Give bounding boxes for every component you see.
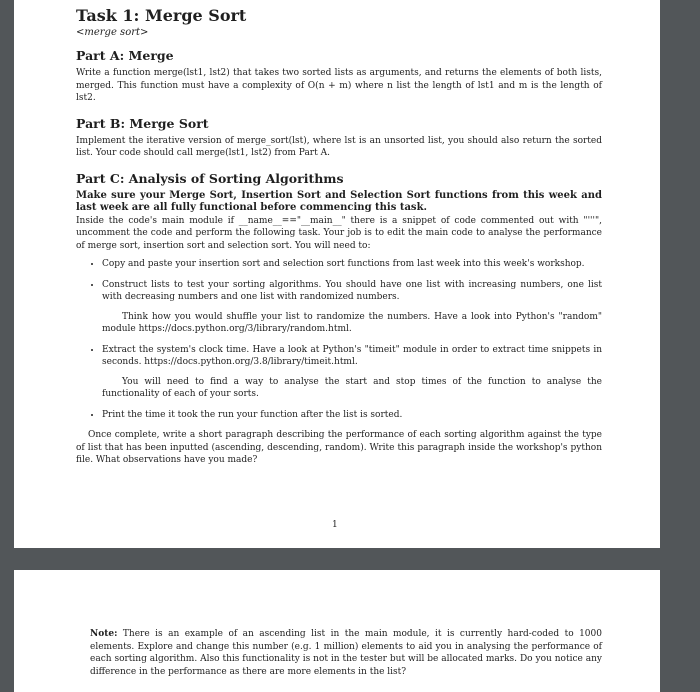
task-list xyxy=(76,258,602,421)
list-item-text: • Print the time it took the run your function after the list is sorted. xyxy=(102,409,403,420)
part-b-body: Implement the iterative version of merge_sort(lst), where lst is an unsorted list, you should also return the sorted list. Your code should call merge(lst1, lst2) from Part A. xyxy=(76,135,602,158)
list-item-extra: Think how you would shuffle your list to randomize the numbers. Have a look into Python's "random" module https://docs.python.org/3/library/random.html. xyxy=(102,311,602,334)
list-item-text: • Construct lists to test your sorting algorithms. You should have one list with increasing numbers, one list with decreasing numbers and one list with randomized numbers. xyxy=(102,279,602,302)
list-item-text: • Extract the system's clock time. Have a look at Python's "timeit" module in order to extract time snippets in seconds. https://docs.python.org/3.8/library/timeit.html. xyxy=(102,344,602,367)
task-subtitle: <merge sort> xyxy=(76,27,149,38)
section-part-b xyxy=(76,116,602,160)
note-text: There is an example of an ascending list in the main module, it is currently hard-coded to 1000 elements. Explore and change this number (e.g. 1 million) elements to aid you in analysing the performance of each sorting algorithm. Also this functionality is not in the tester but will be allocated marks. Do you notice any difference in the performance as there are more elements in the list? xyxy=(90,629,602,677)
list-item xyxy=(102,258,602,271)
note-label: Note: xyxy=(90,629,118,639)
part-c-intro: Inside the code's main module if __name__=="__main__" there is a snippet of code commented out with "'''", uncomment the code and perform the following task. Your job is to edit the main code to analyse the performance of merge sort, insertion sort and selection sort. You will need to: xyxy=(76,215,602,251)
part-b-heading: Part B: Merge Sort xyxy=(76,115,209,131)
list-item xyxy=(102,279,602,336)
page-content xyxy=(90,628,602,678)
page-content xyxy=(76,6,602,467)
list-item xyxy=(102,409,602,422)
document-page-2 xyxy=(14,570,660,692)
list-item-extra: You will need to find a way to analyse the start and stop times of the function to analyse the functionality of each of your sorts. xyxy=(102,376,602,399)
document-page-1 xyxy=(14,0,660,548)
list-item xyxy=(102,344,602,401)
page-number: 1 xyxy=(332,520,338,530)
section-part-c xyxy=(76,171,602,467)
part-c-bold-intro: Make sure your Merge Sort, Insertion Sort and Selection Sort functions from this week and last week are all fully functional before commencing this task. xyxy=(76,189,602,213)
part-a-body: Write a function merge(lst1, lst2) that takes two sorted lists as arguments, and returns the elements of both lists, merged. This function must have a complexity of O(n + m) where n list the length of lst1 and m is the length of lst2. xyxy=(76,68,602,103)
part-a-heading: Part A: Merge xyxy=(76,48,174,63)
part-c-closing: Once complete, write a short paragraph describing the performance of each sorting algorithm against the type of list that has been inputted (ascending, descending, random). Write this paragraph inside the workshop's python file. What observations have you made? xyxy=(76,430,602,465)
list-item-text: • Copy and paste your insertion sort and selection sort functions from last week into this week's workshop. xyxy=(102,259,585,269)
task-title: Task 1: Merge Sort xyxy=(76,6,247,25)
part-c-heading: Part C: Analysis of Sorting Algorithms xyxy=(76,170,344,186)
note-paragraph xyxy=(90,628,602,678)
section-part-a xyxy=(76,48,602,105)
